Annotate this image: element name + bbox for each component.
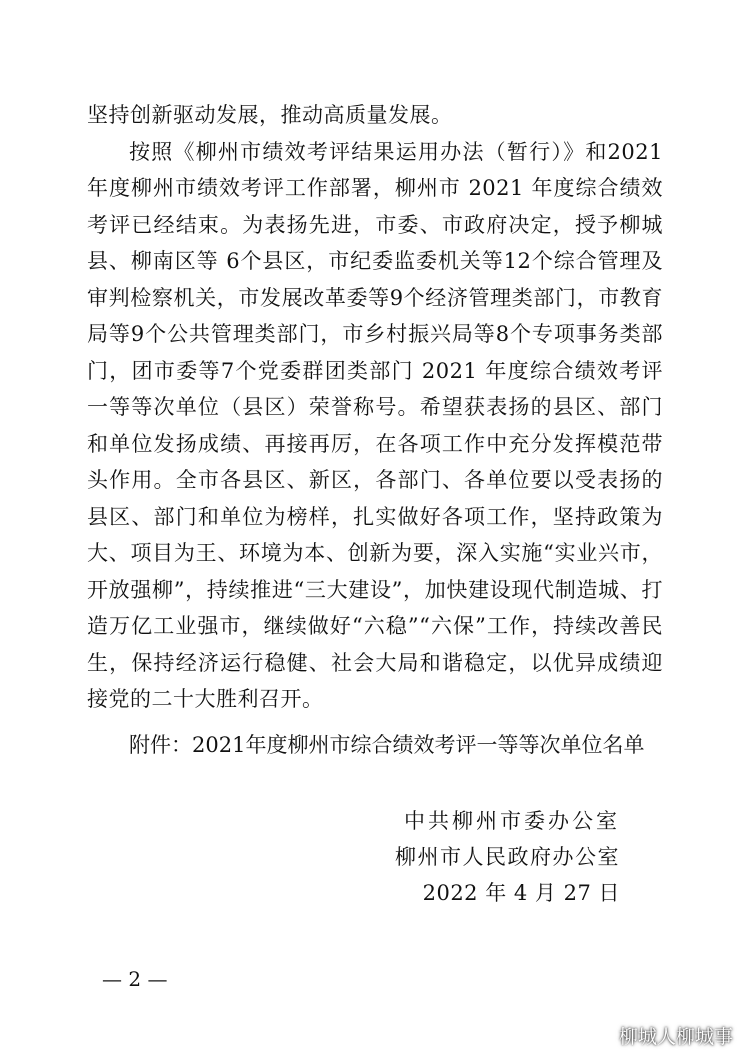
wechat-icon (587, 1025, 613, 1047)
page-number: — 2 — (102, 967, 168, 991)
watermark (587, 1022, 733, 1049)
signature-block (395, 803, 620, 911)
signature-org-party-office: 中共柳州市委办公室 (404, 809, 620, 833)
watermark-text: 柳城人柳城事 (618, 1026, 733, 1048)
signature-org-government-office: 柳州市人民政府办公室 (395, 845, 620, 869)
signature-date: 2022 年 4 月 27 日 (422, 881, 620, 905)
attachment-line: 附件：2021年度柳州市综合绩效考评一等等次单位名单 (129, 733, 645, 757)
paragraph-main: 按照《柳州市绩效考评结果运用办法（暂行）》和2021年度柳州市绩效考评工作部署，柳州市 2021 年度综合绩效考评已经结束。为表扬先进，市委、市政府决定，授予柳城县、柳南区等 6个县区，市纪委监委机关等12个综合管理及审判检察机关，市发展改革委等9个经济管理类部门，市教育局等9个公共管理类部门，市乡村振兴局等8个专项事务类部门，团市委等7个党委群团类部门 2021 年度综合绩效考评一等等次单位（县区）荣誉称号。希望获表扬的县区、部门和单位发扬成绩、再接再厉，在各项工作中充分发挥模范带头作用。全市各县区、新区，各部门、各单位要以受表扬的县区、部门和单位为榜样，扎实做好各项工作，坚持政策为大、项目为王、环境为本、创新为要，深入实施“实业兴市，开放强柳”，持续推进“三大建设”，加快建设现代制造城、打造万亿工业强市，继续做好“六稳”“六保”工作，持续改善民生，保持经济运行稳健、社会大局和谐稳定，以优异成绩迎接党的二十大胜利召开。 (87, 139, 663, 711)
body-text (87, 97, 663, 718)
paragraph-continuation: 坚持创新驱动发展，推动高质量发展。 (87, 103, 453, 127)
